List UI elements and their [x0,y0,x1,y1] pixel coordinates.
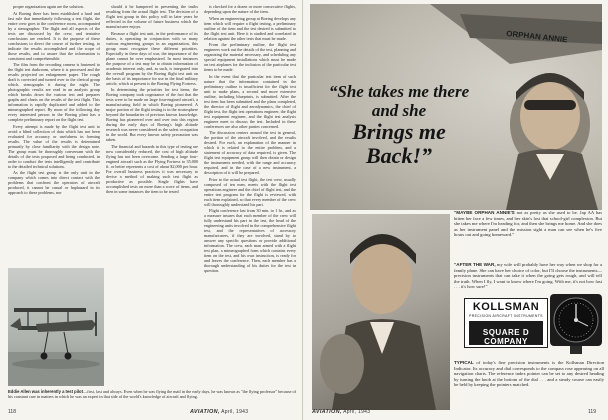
paragraph: should it be hampered in presenting the truths resulting from the actual flight test. The decision of a flight test group in this policy will in later years be reflected in the volume of future business which the manufacturer enjoys. [106,4,198,29]
logo-subtitle: PRECISION AIRCRAFT INSTRUMENTS [469,314,543,318]
pilot-portrait-illustration [312,214,450,410]
paragraph: The discussion centers around the test in general, the portion of the aircraft involved, and the results desired. For each, an explanation of the manner in which it is related to the entire problem, and a statement of accuracy of data required, is given. The flight test equipment group will then obtain or design the instruments needed, with the range and accuracy required, and in the case of a new instrument, a description of it will be prepared. [204,130,296,175]
plane-nose-text: ORPHAN ANNIE [505,29,568,45]
ad-headline [324,82,474,168]
paragraph: Flight conference last from 30 min. to 1 hr., and as a measure insures that each member of the crew will fully understand his part in the test, the head of the engineering units involved in the comprehensive flight test, and the representatives of accessory manufacturers, if they are involved, stand by to answer any specific questions or provide additional information. The crew, each man armed with a flight test plan, a mimeographed form which contains every item on the test, and his own instruction, is ready for and leaves the conference. Then, each member has a thorough understanding of his duties for the test in question. [204,208,296,273]
paragraph: In the event that the particular test item of such nature that the information contained in the preliminary outline is insufficient for the flight test unit to make plans, a second and more extensive outline, including blueprints, is submitted. After the test item has been submitted and the plans completed, the director of flight and aerodynamics, the chief of flight test, the flight test operations engineer, the flight test equipment engineer, and the flight test analysis engineer meet to discuss the test. Included in these conferences are also other parties concerned. [204,73,296,129]
photo-caption [8,389,296,399]
ad-body-text-1 [454,210,602,238]
headline-line-2: and she [371,101,427,120]
footer-date: April, 1943 [221,409,249,415]
paragraph: The financial and hazards in this type of testing are now considerably reduced, the cost of high altitude flying has not been overcome. Sending a large four-engined aircraft such as the Flying Fortress to 35,000 ft. or better represents a cost of about $2,000 per hour. For overall business practices it was necessary to devise a method of making such test flight as productive as possible. Single flights have accomplished tests on more than a score of items, and then in some instances the item to be tested [106,143,198,194]
ad-hero-image [310,4,602,210]
compass-dial-icon [548,290,604,358]
instrument-caption-text: of today's fine precision instruments is the Kollsman Direction Indicator. Its accuracy and dial corresponds to the compass rose appearing on all navigation charts. The reference index pointer can be set to any desired heading by turning the knob at the bottom of the dial . . . and a steady course can easily be held by keeping the pointers matched. [454,360,604,388]
footer-right [312,409,370,415]
paragraph: The film from the recording camera is hastened to the flight test darkroom, where it is processed and the results projected on enlargement paper. The rough draft is corrected and turned over to the clerical group which, stenographs it during the night. The photographic results are read in an analysis group which breaks down the various test and prepares graphs and charts on the results of the test flight. This information is rapidly duplicated and added to the mimeographed report. By noon of the following day every interested person in the Boeing plant has a complete preliminary report on the flight test. [8,62,100,122]
paragraph: Every attempt is made by the flight test unit to avoid a blind collection of data which has not been evaluated for accuracy or usefulness in forming results. The value of the results is determined primarily by close familiarity with the design note. The group must be thoroughly conversant with the details of the tests proposed and being conducted, in order to conduct the tests intelligently and contribute to the detailed technical solutions. [8,123,100,169]
paragraph: proper organization again are the solution. [13,4,84,9]
paragraph: In determining the priorities for test items, the Boeing company took cognizance of the fact that the tests were to be made on large four-engined aircraft, a manufacturing field in which Boeing pioneered. A major portion of the flight testing is in the stratosphere beyond the boundaries of previous known knowledge. Boeing has pioneered over and over into this region during the early days of Boeing's high altitude research was never considered as the safest occupation in the world. But every known safety precaution was taken. [106,87,198,142]
footer-magazine: AVIATION, [190,409,220,415]
paragraph: When an engineering group at Boeing develops any item which will require a flight testing, a preliminary outline of the item and the test desired is submitted to the flight test unit. Here it is studied and correlated in relation against the other tests that must be made. [204,15,296,41]
right-page [304,0,608,420]
ad-body-lead: “MAYBE ORPHAN ANNIE'S [454,210,515,215]
paragraph: At Boeing there has been established a hard and fast rule that immediately following a test flight, the entire crew goes to the conference room, accompanied by a stenographer. The flight and all aspects of the tests are discussed by the crew, and tentative conclusions are reached. It is the purpose of these conclusions to direct the course of further testing, to indicate the results accomplished and the scope of those results, and to assure that the information is consistent and comprehensible. [8,10,100,61]
article-column-3 [204,4,296,384]
footer-left [190,409,248,415]
article-column-1 [8,4,100,262]
direction-indicator-instrument [548,290,604,358]
kollsman-logo [464,298,548,348]
caption-title: Eddie Allen was inherently a test pilot [8,389,84,394]
paragraph: From the preliminary outline, the flight test engineers work out the details of the test, planning and organizing the material necessary, and scheduling any special equipment installations which must be made on test airplanes for the inclusion of the particular test items to be made. [204,42,296,72]
ad-body2-lead: “AFTER THE WAR, [454,262,496,267]
paragraph: Because a flight test unit, in the performance of its duties, is operating in conjunction with so many various engineering groups in an organization, this group must recognize these different priorities. Especially in these days of war, the importance of the plane cannot be over emphasized. In most instances the purpose of a test may be to obtain information of academic interest only, and, as such, is integrated into the overall program by the Boeing flight test unit on the basis of its importance for use in the final military article, which at present is the Boeing Flying Fortress. [106,30,198,86]
ad-body-text-2 [454,262,602,290]
instrument-caption-lead: TYPICAL [454,360,474,365]
article-column-2 [106,4,198,384]
footer-date: April, 1943 [343,409,371,415]
paragraph: Prior to the actual test flight, the test crew, usually composed of ten men, meets with the flight test operations engineer and the chief of flight test, and the entire test program for the flight is reviewed, with each item explained, so that every member of the crew will thoroughly understand his part. [204,176,296,207]
page-number-left: 118 [8,409,16,415]
logo-parent-name: SQUARE D COMPANY [482,328,530,346]
biplane-photo [8,268,104,386]
ad-body2-copy: my wife will probably have her way when we shop for a family plane. She can have her choice of color, but I'll choose the instruments—precision instruments that can take it when the going gets rough, and will tell the truth. When I fly, I want to know where I'm going. With me, it's not how fast . . . it's how sure!” [454,262,602,290]
caption-text: —first, last and always. Even when he was flying the mail in the early days, he was known as "the flying professor" because of his constant care in matters in which he was an expert in that side of the world's knowledge of aircraft and flying. [8,389,296,399]
page-number-right: 119 [588,409,596,415]
logo-parent-bar [469,321,543,345]
instrument-caption [454,360,604,388]
paragraph: As the flight test group is the only unit in the company which comes into direct contact with the problems that confront the operators of aircraft produced, it cannot be casual or haphazard in its approach to these problems, nor [8,170,100,195]
headline-line-1: “She takes me there [328,82,470,101]
ad-body-copy: not as pretty as she used to be. Jap AA has bitten her face a few times, and her skin's lost that school-girl complexion. But she takes me where I'm heading for, and then she brings me home. And she does as her instrument panel and the mission sight a man can see when he's five hours out and going homeward.” [454,210,602,238]
footer-magazine: AVIATION, [312,409,342,415]
left-page [0,0,303,420]
paragraph: is checked for a dozen or more consecutive flights, depending upon the nature of the item. [204,4,296,14]
biplane-illustration [8,268,104,386]
logo-name: KOLLSMAN [472,301,540,313]
kollsman-advertisement [304,0,608,420]
pilot-family-photo [312,214,450,410]
headline-line-3: Brings me Back!” [352,119,446,168]
